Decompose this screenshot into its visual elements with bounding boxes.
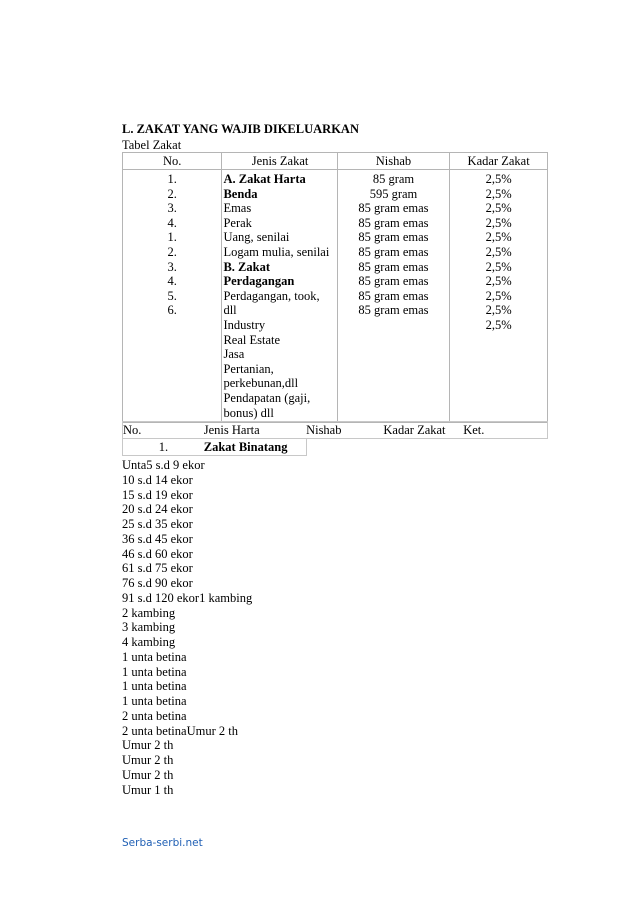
kadar-value: 2,5% [485,317,512,332]
jenis-zakat-item: Industry [223,317,266,332]
kadar-value: 2,5% [485,244,512,259]
kadar-value: 2,5% [485,230,512,245]
kadar-value: 2,5% [485,215,512,230]
detail-line: 15 s.d 19 ekor [122,487,193,502]
nishab-value: 85 gram emas [358,215,429,230]
binatang-row [123,439,548,456]
detail-line: Umur 2 th [122,767,174,782]
jenis-zakat-item: Pertanian, [223,361,274,376]
jenis-zakat-item: dll [223,303,237,318]
zakat-table [122,152,548,423]
detail-line: 1 unta betina [122,664,187,679]
jenis-zakat-item: Perdagangan, took, [223,288,320,303]
row-number: 2. [167,244,177,259]
detail-line: 2 unta betinaUmur 2 th [122,723,238,738]
nishab-value: 85 gram emas [358,230,429,245]
detail-line: 2 unta betina [122,708,187,723]
col-header-no: No. [123,422,204,439]
no-column [123,170,222,423]
kadar-value: 2,5% [485,288,512,303]
detail-line: 10 s.d 14 ekor [122,472,193,487]
detail-line: 20 s.d 24 ekor [122,502,193,517]
row-number: 5. [167,288,177,303]
footer-link[interactable]: Serba-serbi.net [122,837,203,849]
nishab-value: 85 gram emas [358,244,429,259]
col-header-kadar-zakat: Kadar Zakat [450,153,548,170]
jenis-zakat-column [222,170,337,423]
kadar-value: 2,5% [485,186,512,201]
detail-line: 25 s.d 35 ekor [122,517,193,531]
row-number: 1. [167,230,177,245]
nishab-value: 85 gram emas [358,274,429,289]
jenis-zakat-item: Logam mulia, senilai [223,244,330,259]
row-jenis-harta: Zakat Binatang [204,439,306,456]
detail-line: 1 unta betina [122,694,187,708]
row-number: 2. [167,186,177,201]
nishab-value: 85 gram emas [358,288,429,303]
detail-line: 1 unta betina [122,649,187,664]
jenis-zakat-item: A. Zakat Harta [223,172,306,186]
row-number: 4. [167,274,177,289]
detail-line: Umur 2 th [122,738,174,753]
nishab-value: 85 gram emas [358,303,429,318]
detail-line: 91 s.d 120 ekor1 kambing [122,590,253,605]
col-header-nishab: Nishab [337,153,450,170]
binatang-header-row [123,422,548,439]
empty-cell [306,439,383,456]
row-number: 1. [167,172,177,186]
col-header-ket: Ket. [463,422,547,439]
col-header-kadar-zakat: Kadar Zakat [383,422,463,439]
kadar-value: 2,5% [485,172,512,186]
nishab-column [337,170,450,423]
kadar-zakat-column [450,170,548,423]
jenis-zakat-item: Emas [223,201,252,216]
detail-line: 2 kambing [122,605,176,620]
detail-line: 61 s.d 75 ekor [122,561,193,576]
binatang-details [122,458,252,797]
kadar-value: 2,5% [485,274,512,289]
jenis-zakat-item: Perak [223,215,252,230]
col-header-nishab: Nishab [306,422,383,439]
zakat-binatang-table [122,421,548,456]
nishab-value: 85 gram emas [358,259,429,274]
nishab-value: 595 gram [369,186,418,201]
jenis-zakat-item: Perdagangan [223,274,295,289]
detail-line: Unta5 s.d 9 ekor [122,458,205,472]
jenis-zakat-item: Real Estate [223,332,281,347]
detail-line: 46 s.d 60 ekor [122,546,193,561]
empty-cell [383,439,463,456]
kadar-value: 2,5% [485,303,512,318]
row-number: 3. [167,259,177,274]
jenis-zakat-item: Benda [223,186,258,201]
jenis-zakat-item: Jasa [223,347,245,362]
zakat-table-body-row [123,170,548,423]
detail-line: 3 kambing [122,620,176,635]
row-no: 1. [123,439,204,456]
col-header-no: No. [123,153,222,170]
table-caption: Tabel Zakat [122,138,182,152]
jenis-zakat-item: Uang, senilai [223,230,290,245]
col-header-jenis-zakat: Jenis Zakat [222,153,337,170]
row-number: 3. [167,201,177,216]
kadar-value: 2,5% [485,259,512,274]
kadar-value: 2,5% [485,201,512,216]
detail-line: 36 s.d 45 ekor [122,531,193,546]
detail-line: 4 kambing [122,635,176,649]
jenis-zakat-item: bonus) dll [223,405,274,420]
nishab-value: 85 gram [372,172,415,186]
detail-line: 76 s.d 90 ekor [122,576,193,590]
jenis-zakat-item: perkebunan,dll [223,376,299,391]
empty-cell [463,439,547,456]
row-number: 6. [167,303,177,318]
col-header-jenis-harta: Jenis Harta [204,422,306,439]
jenis-zakat-item: B. Zakat [223,259,270,274]
detail-line: Umur 2 th [122,753,174,767]
section-heading: L. ZAKAT YANG WAJIB DIKELUARKAN [122,122,359,136]
nishab-value: 85 gram emas [358,201,429,216]
jenis-zakat-item: Pendapatan (gaji, [223,390,311,405]
zakat-table-header-row [123,153,548,170]
detail-line: Umur 1 th [122,782,174,797]
detail-line: 1 unta betina [122,679,187,694]
row-number: 4. [167,215,177,230]
